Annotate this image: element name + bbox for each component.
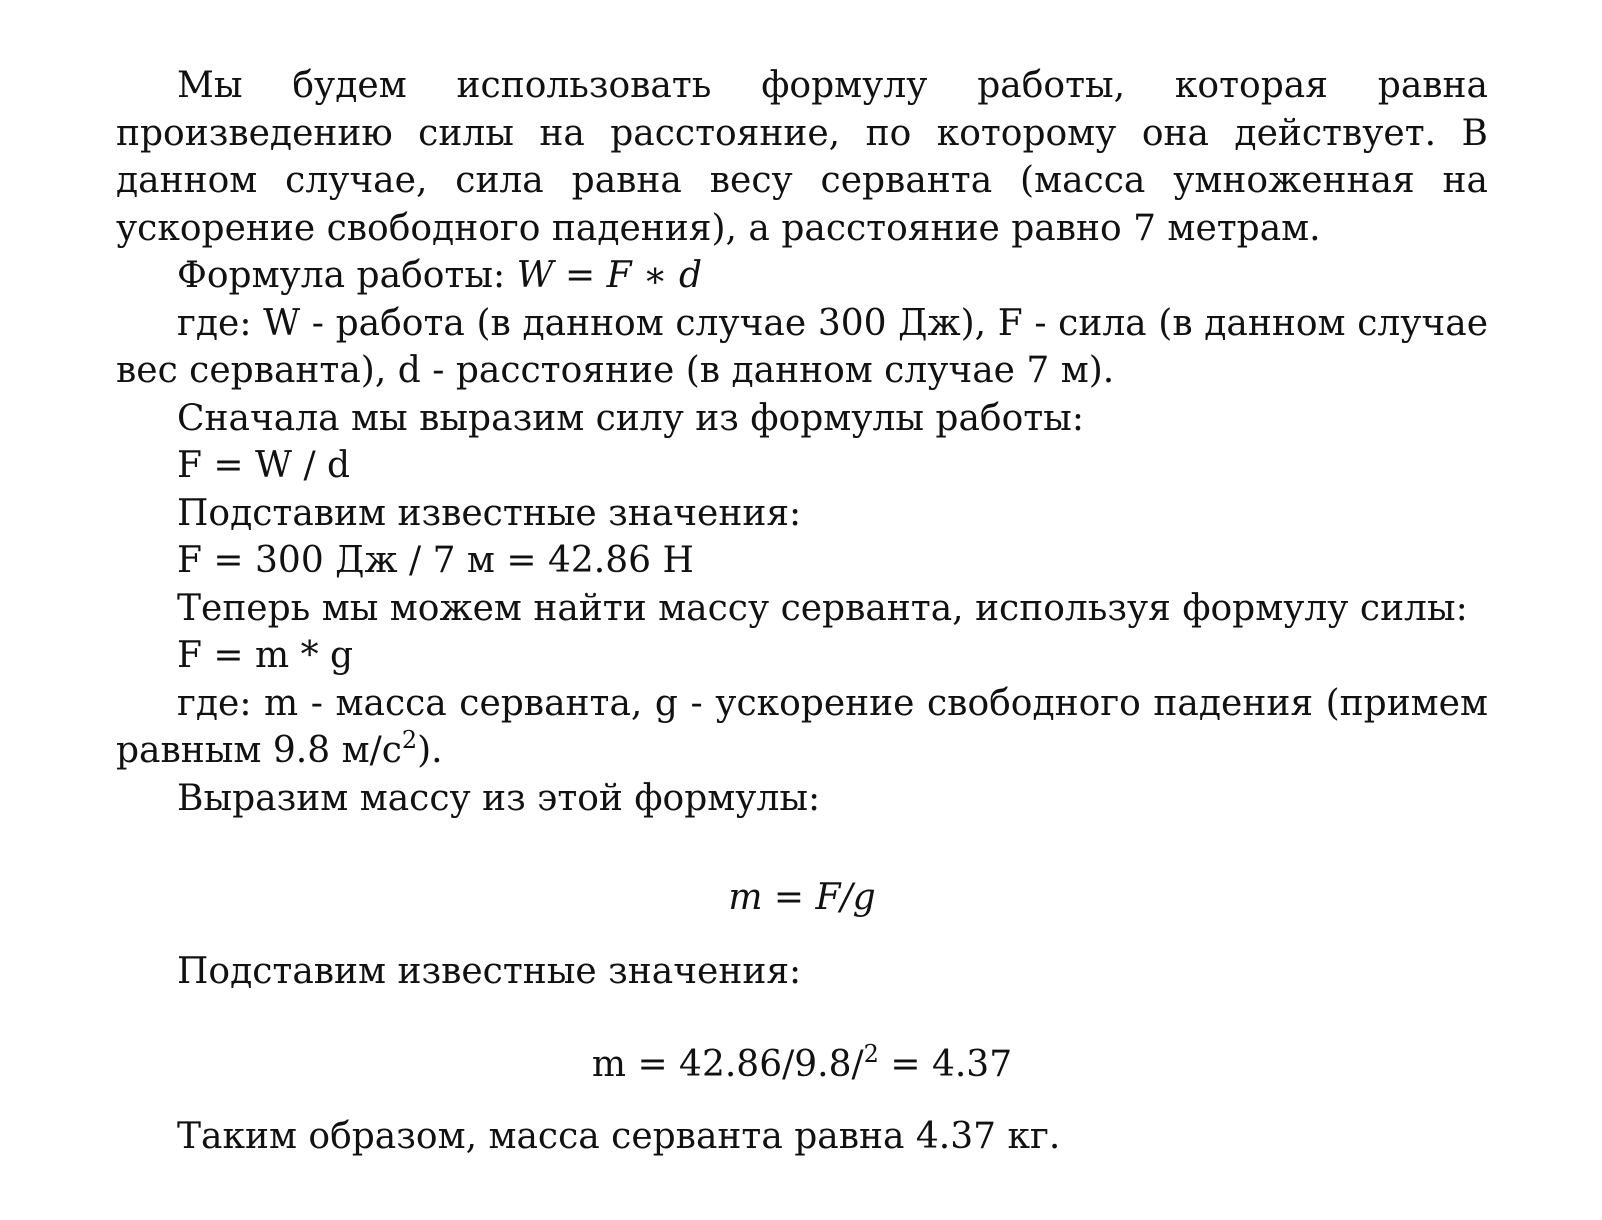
mass-value-exponent: 2 — [863, 1040, 879, 1068]
step-find-mass: Теперь мы можем найти массу серванта, используя формулу силы: — [177, 587, 1468, 629]
intro-paragraph: Мы будем использовать формулу работы, которая равна произведению силы на расстояние, по которому она действует. В данном случае, сила равна весу серванта (масса умноженная на ускорение свободного падения), а расстояние равно 7 метрам. — [116, 65, 1488, 249]
mass-variables-end: ). — [417, 730, 443, 771]
substitute-label-1: Подставим известные значения: — [177, 492, 802, 534]
variables-paragraph: где: W - работа (в данном случае 300 Дж), F - сила (в данном случае вес серванта), d - расстояние (в данном случае 7 м). — [116, 302, 1488, 391]
substitute-label-2: Подставим известные значения: — [177, 950, 802, 992]
work-formula: W = F ∗ d — [516, 255, 702, 296]
force-equation: F = W / d — [177, 445, 351, 486]
mass-value-expr: m = 42.86/9.8/ — [591, 1044, 864, 1085]
step-express-force: Сначала мы выразим силу из формулы работы: — [177, 397, 1084, 439]
conclusion: Таким образом, масса серванта равна 4.37 кг. — [177, 1115, 1061, 1157]
document-page — [116, 62, 1488, 1160]
step-express-mass: Выразим массу из этой формулы: — [177, 777, 821, 819]
mass-value-result: = 4.37 — [878, 1044, 1013, 1085]
work-formula-label: Формула работы: — [177, 255, 517, 296]
mass-display-equation: m = F/g — [728, 877, 876, 918]
mass-variables-text: где: m - масса серванта, g - ускорение свободного падения (примем равным 9.8 м/с — [116, 682, 1488, 771]
exponent: 2 — [401, 726, 418, 754]
mass-variables-paragraph — [116, 680, 1488, 775]
work-formula-line — [116, 252, 1488, 300]
force-value-equation: F = 300 Дж / 7 м = 42.86 Н — [177, 540, 694, 581]
mass-value-display-equation — [116, 1041, 1488, 1089]
newton-equation: F = m * g — [177, 635, 354, 676]
